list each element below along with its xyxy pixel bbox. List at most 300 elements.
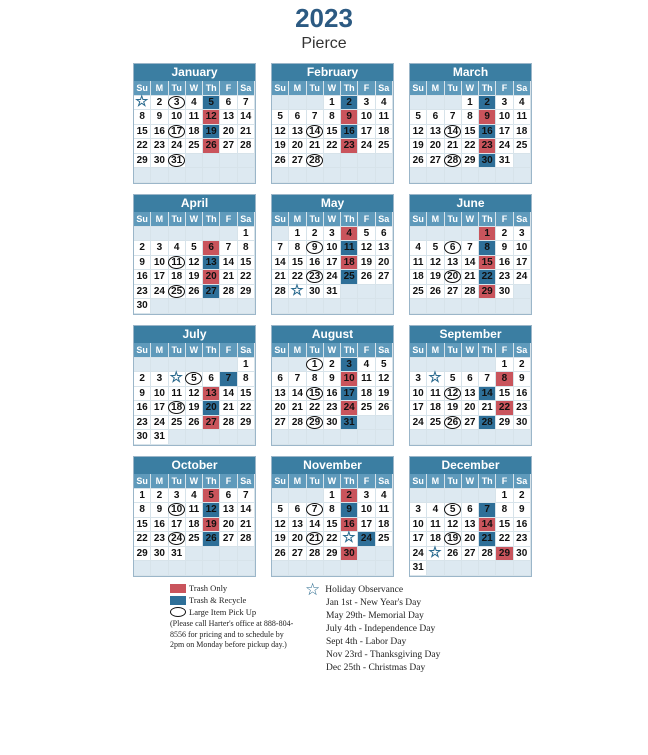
empty-cell xyxy=(341,168,358,183)
weekday-label: M xyxy=(289,474,306,489)
day-cell: 14 xyxy=(445,125,462,140)
legend-large-item-label: Large Item Pick Up xyxy=(189,607,257,617)
day-cell: 29 xyxy=(324,547,341,562)
empty-cell xyxy=(410,96,427,111)
day-cell: 16 xyxy=(134,401,151,416)
day-cell: 9 xyxy=(341,110,358,125)
weekday-label: F xyxy=(496,343,513,358)
empty-cell xyxy=(203,168,220,183)
empty-cell xyxy=(514,299,531,314)
weekday-label: F xyxy=(220,212,237,227)
day-cell: 27 xyxy=(203,285,220,300)
weekday-label: Sa xyxy=(238,81,255,96)
day-cell: 27 xyxy=(220,139,237,154)
month-title: August xyxy=(272,326,393,343)
day-cell: 3 xyxy=(496,96,513,111)
day-cell: 24 xyxy=(169,139,186,154)
day-cell: 2 xyxy=(341,489,358,504)
empty-cell xyxy=(410,299,427,314)
day-cell xyxy=(169,369,186,387)
weekday-label: Th xyxy=(479,212,496,227)
day-cell: 29 xyxy=(496,547,513,562)
empty-cell xyxy=(427,561,444,576)
day-cell: 28 xyxy=(479,416,496,431)
empty-cell xyxy=(462,358,479,373)
day-cell: 23 xyxy=(134,285,151,300)
day-cell: 10 xyxy=(324,241,341,256)
day-cell: 30 xyxy=(479,154,496,169)
holiday-star-icon: ☆ xyxy=(428,543,442,561)
weekday-label: Sa xyxy=(238,212,255,227)
day-cell: 5 xyxy=(410,110,427,125)
day-cell: 29 xyxy=(238,416,255,431)
empty-cell xyxy=(289,168,306,183)
day-cell: 17 xyxy=(496,125,513,140)
weekday-label: Sa xyxy=(514,212,531,227)
day-cell: 20 xyxy=(203,401,220,416)
day-cell: 27 xyxy=(203,416,220,431)
empty-cell xyxy=(514,154,531,169)
day-cell: 9 xyxy=(479,110,496,125)
day-cell: 6 xyxy=(220,489,237,504)
day-cell: 15 xyxy=(496,518,513,533)
empty-cell xyxy=(186,227,203,242)
day-cell: 15 xyxy=(307,387,324,402)
day-cell: 10 xyxy=(514,241,531,256)
weekday-label: Su xyxy=(272,212,289,227)
day-cell: 30 xyxy=(514,547,531,562)
empty-cell xyxy=(186,299,203,314)
weekday-label: W xyxy=(186,343,203,358)
legend-trash-only xyxy=(170,582,300,594)
empty-cell xyxy=(220,358,237,373)
weekday-label: F xyxy=(358,81,375,96)
day-cell: 10 xyxy=(410,518,427,533)
day-cell: 8 xyxy=(462,110,479,125)
day-cell: 19 xyxy=(272,139,289,154)
empty-cell xyxy=(376,547,393,562)
day-cell: 14 xyxy=(220,387,237,402)
day-cell: 19 xyxy=(186,270,203,285)
day-cell: 10 xyxy=(358,503,375,518)
day-cell: 13 xyxy=(220,110,237,125)
day-cell: 27 xyxy=(445,285,462,300)
empty-cell xyxy=(272,168,289,183)
month-november xyxy=(271,456,394,577)
day-cell: 19 xyxy=(410,139,427,154)
empty-cell xyxy=(289,358,306,373)
empty-cell xyxy=(358,547,375,562)
day-cell: 1 xyxy=(307,358,324,373)
day-cell: 3 xyxy=(358,489,375,504)
month-july xyxy=(133,325,256,446)
empty-cell xyxy=(410,358,427,373)
day-cell: 7 xyxy=(479,372,496,387)
empty-cell xyxy=(358,430,375,445)
weekday-label: Sa xyxy=(238,474,255,489)
day-cell: 8 xyxy=(496,503,513,518)
legend xyxy=(170,582,300,651)
day-cell: 20 xyxy=(220,518,237,533)
legend-recycle-label: Trash & Recycle xyxy=(189,595,247,605)
empty-cell xyxy=(376,299,393,314)
empty-cell xyxy=(479,299,496,314)
month-title: June xyxy=(410,195,531,212)
day-cell: 2 xyxy=(151,96,168,111)
day-cell: 27 xyxy=(220,532,237,547)
day-cell: 24 xyxy=(410,547,427,562)
day-cell: 27 xyxy=(462,416,479,431)
empty-cell xyxy=(289,489,306,504)
day-cell: 5 xyxy=(427,241,444,256)
weekday-label: Su xyxy=(410,343,427,358)
day-cell xyxy=(134,92,151,111)
day-cell: 2 xyxy=(134,241,151,256)
weekday-label: Tu xyxy=(445,212,462,227)
weekday-label: Th xyxy=(479,474,496,489)
day-cell: 27 xyxy=(289,547,306,562)
empty-cell xyxy=(307,430,324,445)
weekday-label: Su xyxy=(134,212,151,227)
day-cell: 2 xyxy=(514,489,531,504)
day-cell: 24 xyxy=(341,401,358,416)
empty-cell xyxy=(272,561,289,576)
day-cell: 3 xyxy=(410,372,427,387)
empty-cell xyxy=(427,430,444,445)
empty-cell xyxy=(324,168,341,183)
day-cell: 2 xyxy=(134,372,151,387)
day-cell: 11 xyxy=(186,503,203,518)
weekday-label: Tu xyxy=(307,212,324,227)
weekday-label: M xyxy=(151,212,168,227)
day-cell: 22 xyxy=(496,532,513,547)
legend-trash-label: Trash Only xyxy=(189,583,228,593)
day-cell: 21 xyxy=(307,532,324,547)
day-cell: 11 xyxy=(376,503,393,518)
day-cell: 16 xyxy=(151,518,168,533)
holiday-item: Sept 4th - Labor Day xyxy=(326,637,407,647)
month-october xyxy=(133,456,256,577)
weekday-label: Su xyxy=(134,81,151,96)
weekday-label: F xyxy=(496,81,513,96)
empty-cell xyxy=(358,416,375,431)
empty-cell xyxy=(169,227,186,242)
day-cell: 16 xyxy=(514,518,531,533)
weekday-label: M xyxy=(289,212,306,227)
empty-cell xyxy=(341,561,358,576)
day-cell: 4 xyxy=(186,96,203,111)
day-cell: 19 xyxy=(203,125,220,140)
month-may xyxy=(271,194,394,315)
month-june xyxy=(409,194,532,315)
day-cell: 8 xyxy=(496,372,513,387)
empty-cell xyxy=(358,561,375,576)
weekday-label: Sa xyxy=(514,343,531,358)
day-cell: 10 xyxy=(358,110,375,125)
empty-cell xyxy=(307,299,324,314)
holiday-title: Holiday Observance xyxy=(325,584,404,595)
day-cell: 25 xyxy=(514,139,531,154)
month-december xyxy=(409,456,532,577)
empty-cell xyxy=(169,299,186,314)
day-cell: 26 xyxy=(427,285,444,300)
empty-cell xyxy=(376,561,393,576)
day-cell: 22 xyxy=(289,270,306,285)
day-cell: 2 xyxy=(496,227,513,242)
weekday-label: Tu xyxy=(307,343,324,358)
day-cell: 20 xyxy=(427,139,444,154)
day-cell: 17 xyxy=(341,387,358,402)
day-cell: 18 xyxy=(376,125,393,140)
holiday-star-icon: ☆ xyxy=(169,369,183,386)
holiday-item: Jan 1st - New Year's Day xyxy=(326,598,422,608)
month-title: March xyxy=(410,64,531,81)
weekday-label: Th xyxy=(203,81,220,96)
weekday-label: Su xyxy=(410,81,427,96)
day-cell: 24 xyxy=(169,532,186,547)
day-cell: 14 xyxy=(307,518,324,533)
weekday-label: Tu xyxy=(169,474,186,489)
day-cell: 27 xyxy=(427,154,444,169)
empty-cell xyxy=(496,430,513,445)
day-cell: 21 xyxy=(479,532,496,547)
day-cell: 23 xyxy=(307,270,324,285)
empty-cell xyxy=(220,154,237,169)
day-cell: 19 xyxy=(272,532,289,547)
month-title: February xyxy=(272,64,393,81)
empty-cell xyxy=(341,430,358,445)
empty-cell xyxy=(341,285,358,300)
day-cell: 7 xyxy=(462,241,479,256)
day-cell: 21 xyxy=(307,139,324,154)
weekday-label: Th xyxy=(203,212,220,227)
empty-cell xyxy=(186,154,203,169)
day-cell: 20 xyxy=(289,532,306,547)
day-cell: 2 xyxy=(324,358,341,373)
weekday-label: M xyxy=(289,343,306,358)
day-cell: 19 xyxy=(445,401,462,416)
day-cell: 23 xyxy=(514,532,531,547)
day-cell: 28 xyxy=(220,285,237,300)
weekday-label: W xyxy=(186,81,203,96)
empty-cell xyxy=(514,168,531,183)
day-cell: 17 xyxy=(169,125,186,140)
day-cell: 27 xyxy=(272,416,289,431)
empty-cell xyxy=(169,168,186,183)
empty-cell xyxy=(358,299,375,314)
empty-cell xyxy=(186,547,203,562)
day-cell: 7 xyxy=(479,503,496,518)
day-cell: 5 xyxy=(203,489,220,504)
empty-cell xyxy=(445,227,462,242)
day-cell: 23 xyxy=(324,401,341,416)
day-cell: 31 xyxy=(151,430,168,445)
day-cell: 11 xyxy=(186,110,203,125)
month-april xyxy=(133,194,256,315)
day-cell: 14 xyxy=(479,518,496,533)
day-cell: 24 xyxy=(151,416,168,431)
day-cell: 4 xyxy=(186,489,203,504)
empty-cell xyxy=(358,285,375,300)
empty-cell xyxy=(462,227,479,242)
day-cell: 20 xyxy=(272,401,289,416)
day-cell: 25 xyxy=(186,139,203,154)
day-cell: 12 xyxy=(358,241,375,256)
day-cell: 21 xyxy=(220,401,237,416)
empty-cell xyxy=(186,358,203,373)
empty-cell xyxy=(289,561,306,576)
month-march xyxy=(409,63,532,184)
day-cell: 31 xyxy=(324,285,341,300)
day-cell: 7 xyxy=(445,110,462,125)
day-cell: 29 xyxy=(238,285,255,300)
day-cell: 29 xyxy=(134,547,151,562)
holiday-item: July 4th - Independence Day xyxy=(326,624,436,634)
day-cell: 16 xyxy=(514,387,531,402)
day-cell: 16 xyxy=(341,518,358,533)
day-cell: 11 xyxy=(358,372,375,387)
day-cell: 28 xyxy=(445,154,462,169)
weekday-label: F xyxy=(220,343,237,358)
day-cell: 30 xyxy=(341,547,358,562)
day-cell: 3 xyxy=(358,96,375,111)
day-cell: 9 xyxy=(134,387,151,402)
day-cell: 2 xyxy=(307,227,324,242)
weekday-label: Th xyxy=(203,343,220,358)
day-cell: 6 xyxy=(376,227,393,242)
day-cell: 1 xyxy=(479,227,496,242)
weekday-label: M xyxy=(427,474,444,489)
day-cell: 3 xyxy=(151,372,168,387)
day-cell: 29 xyxy=(462,154,479,169)
day-cell: 13 xyxy=(289,518,306,533)
empty-cell xyxy=(445,489,462,504)
day-cell: 10 xyxy=(410,387,427,402)
day-cell: 23 xyxy=(479,139,496,154)
day-cell: 21 xyxy=(238,518,255,533)
day-cell: 30 xyxy=(496,285,513,300)
day-cell: 13 xyxy=(462,387,479,402)
empty-cell xyxy=(358,168,375,183)
day-cell: 1 xyxy=(238,358,255,373)
day-cell: 13 xyxy=(220,503,237,518)
empty-cell xyxy=(462,168,479,183)
weekday-label: W xyxy=(324,474,341,489)
weekday-label: Sa xyxy=(376,474,393,489)
day-cell: 26 xyxy=(445,416,462,431)
weekday-label: W xyxy=(462,81,479,96)
day-cell: 27 xyxy=(462,547,479,562)
day-cell: 12 xyxy=(272,518,289,533)
weekday-label: M xyxy=(151,343,168,358)
holiday-star-icon: ☆ xyxy=(428,369,442,386)
weekday-label: W xyxy=(324,81,341,96)
empty-cell xyxy=(272,358,289,373)
day-cell: 22 xyxy=(324,532,341,547)
weekday-label: Tu xyxy=(169,343,186,358)
day-cell: 8 xyxy=(238,241,255,256)
day-cell: 13 xyxy=(462,518,479,533)
empty-cell xyxy=(186,168,203,183)
day-cell: 8 xyxy=(324,503,341,518)
month-february xyxy=(271,63,394,184)
day-cell: 4 xyxy=(358,358,375,373)
holiday-item: Dec 25th - Christmas Day xyxy=(326,663,426,673)
day-cell: 8 xyxy=(134,503,151,518)
day-cell: 6 xyxy=(445,241,462,256)
day-cell: 8 xyxy=(307,372,324,387)
empty-cell xyxy=(445,168,462,183)
empty-cell xyxy=(151,299,168,314)
day-cell: 12 xyxy=(272,125,289,140)
weekday-label: M xyxy=(427,343,444,358)
empty-cell xyxy=(341,299,358,314)
day-cell xyxy=(427,543,444,562)
day-cell xyxy=(289,281,306,300)
day-cell: 14 xyxy=(307,125,324,140)
day-cell: 21 xyxy=(272,270,289,285)
day-cell: 25 xyxy=(358,401,375,416)
day-cell: 12 xyxy=(186,256,203,271)
empty-cell xyxy=(427,227,444,242)
day-cell: 31 xyxy=(410,561,427,576)
day-cell: 24 xyxy=(151,285,168,300)
day-cell: 24 xyxy=(496,139,513,154)
day-cell: 12 xyxy=(203,503,220,518)
day-cell: 9 xyxy=(496,241,513,256)
day-cell: 21 xyxy=(238,125,255,140)
day-cell: 16 xyxy=(341,125,358,140)
day-cell: 3 xyxy=(410,503,427,518)
empty-cell xyxy=(376,416,393,431)
day-cell: 10 xyxy=(151,387,168,402)
day-cell: 7 xyxy=(238,96,255,111)
day-cell: 1 xyxy=(462,96,479,111)
day-cell: 30 xyxy=(151,154,168,169)
day-cell: 6 xyxy=(427,110,444,125)
day-cell: 14 xyxy=(272,256,289,271)
weekday-label: Su xyxy=(272,81,289,96)
day-cell: 16 xyxy=(324,387,341,402)
day-cell: 3 xyxy=(514,227,531,242)
weekday-label: F xyxy=(220,81,237,96)
star-icon: ☆ xyxy=(305,580,321,599)
day-cell: 22 xyxy=(462,139,479,154)
day-cell xyxy=(427,369,444,387)
empty-cell xyxy=(134,227,151,242)
day-cell: 18 xyxy=(427,401,444,416)
empty-cell xyxy=(462,561,479,576)
empty-cell xyxy=(307,561,324,576)
day-cell: 31 xyxy=(169,154,186,169)
day-cell: 17 xyxy=(358,518,375,533)
day-cell: 21 xyxy=(479,401,496,416)
empty-cell xyxy=(445,96,462,111)
empty-cell xyxy=(151,561,168,576)
day-cell: 10 xyxy=(151,256,168,271)
day-cell: 13 xyxy=(376,241,393,256)
day-cell: 17 xyxy=(151,401,168,416)
weekday-label: W xyxy=(462,343,479,358)
day-cell: 11 xyxy=(169,256,186,271)
day-cell: 12 xyxy=(445,518,462,533)
holiday-item: May 29th- Memorial Day xyxy=(326,611,424,621)
day-cell: 13 xyxy=(427,125,444,140)
empty-cell xyxy=(169,561,186,576)
day-cell: 12 xyxy=(410,125,427,140)
empty-cell xyxy=(203,299,220,314)
empty-cell xyxy=(203,561,220,576)
